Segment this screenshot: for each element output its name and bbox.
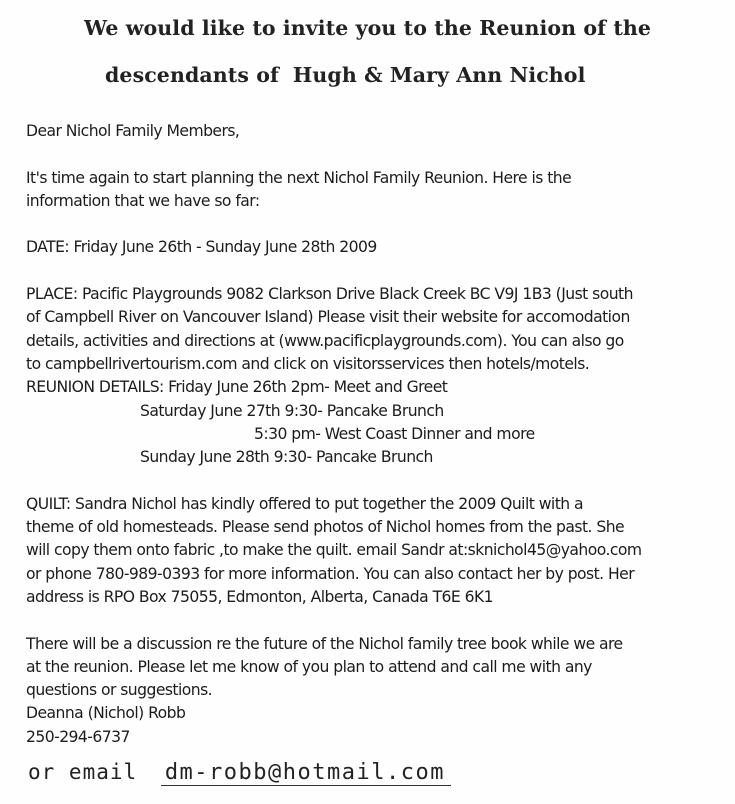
- reunion-details-saturday: Saturday June 27th 9:30- Pancake Brunch: [140, 401, 444, 420]
- quilt-line: address is RPO Box 75055, Edmonton, Alberta, Canada T6E 6K1: [26, 587, 494, 606]
- place-line: PLACE: Pacific Playgrounds 9082 Clarkson Drive Black Creek BC V9J 1B3 (Just south: [26, 285, 633, 304]
- signature-name: Deanna (Nichol) Robb: [26, 704, 186, 723]
- date-line: DATE: Friday June 26th - Sunday June 28th 2009: [26, 238, 377, 257]
- place-line: of Campbell River on Vancouver Island) Please visit their website for accomodation: [26, 308, 630, 327]
- intro-line: It's time again to start planning the next Nichol Family Reunion. Here is the: [26, 168, 572, 187]
- handwritten-email-note: [28, 760, 451, 786]
- heading-prefix: descendants of: [105, 63, 279, 87]
- intro-line: information that we have so far:: [26, 191, 260, 210]
- letter-body: [26, 120, 726, 749]
- quilt-line: will copy them onto fabric ,to make the quilt. email Sandr at:sknichol45@yahoo.com: [26, 541, 642, 560]
- reunion-details-sunday: Sunday June 28th 9:30- Pancake Brunch: [140, 448, 433, 467]
- place-line: details, activities and directions at (www.pacificplaygrounds.com). You can also go: [26, 331, 624, 350]
- heading-names: Hugh & Mary Ann Nichol: [292, 63, 586, 87]
- closing-line: There will be a discussion re the future of the Nichol family tree book while we are: [26, 634, 623, 653]
- closing-line: questions or suggestions.: [26, 681, 213, 700]
- signature-phone: 250-294-6737: [26, 727, 130, 746]
- heading-line-2: [105, 63, 585, 87]
- greeting: Dear Nichol Family Members,: [26, 122, 240, 140]
- reunion-details-friday: REUNION DETAILS: Friday June 26th 2pm- Meet and Greet: [26, 378, 448, 397]
- quilt-line: theme of old homesteads. Please send photos of Nichol homes from the past. She: [26, 518, 625, 537]
- quilt-line: QUILT: Sandra Nichol has kindly offered to put together the 2009 Quilt with a: [26, 494, 584, 513]
- place-line: to campbellrivertourism.com and click on visitorsservices then hotels/motels.: [26, 354, 590, 373]
- closing-line: at the reunion. Please let me know of you plan to attend and call me with any: [26, 657, 592, 676]
- reunion-details-dinner: 5:30 pm- West Coast Dinner and more: [254, 424, 535, 443]
- quilt-line: or phone 780-989-0393 for more information. You can also contact her by post. Her: [26, 564, 635, 583]
- heading-line-1: We would like to invite you to the Reunion of the: [83, 16, 652, 40]
- handwritten-prefix: or email: [28, 760, 138, 784]
- handwritten-email-address[interactable]: dm-robb@hotmail.com: [161, 760, 451, 786]
